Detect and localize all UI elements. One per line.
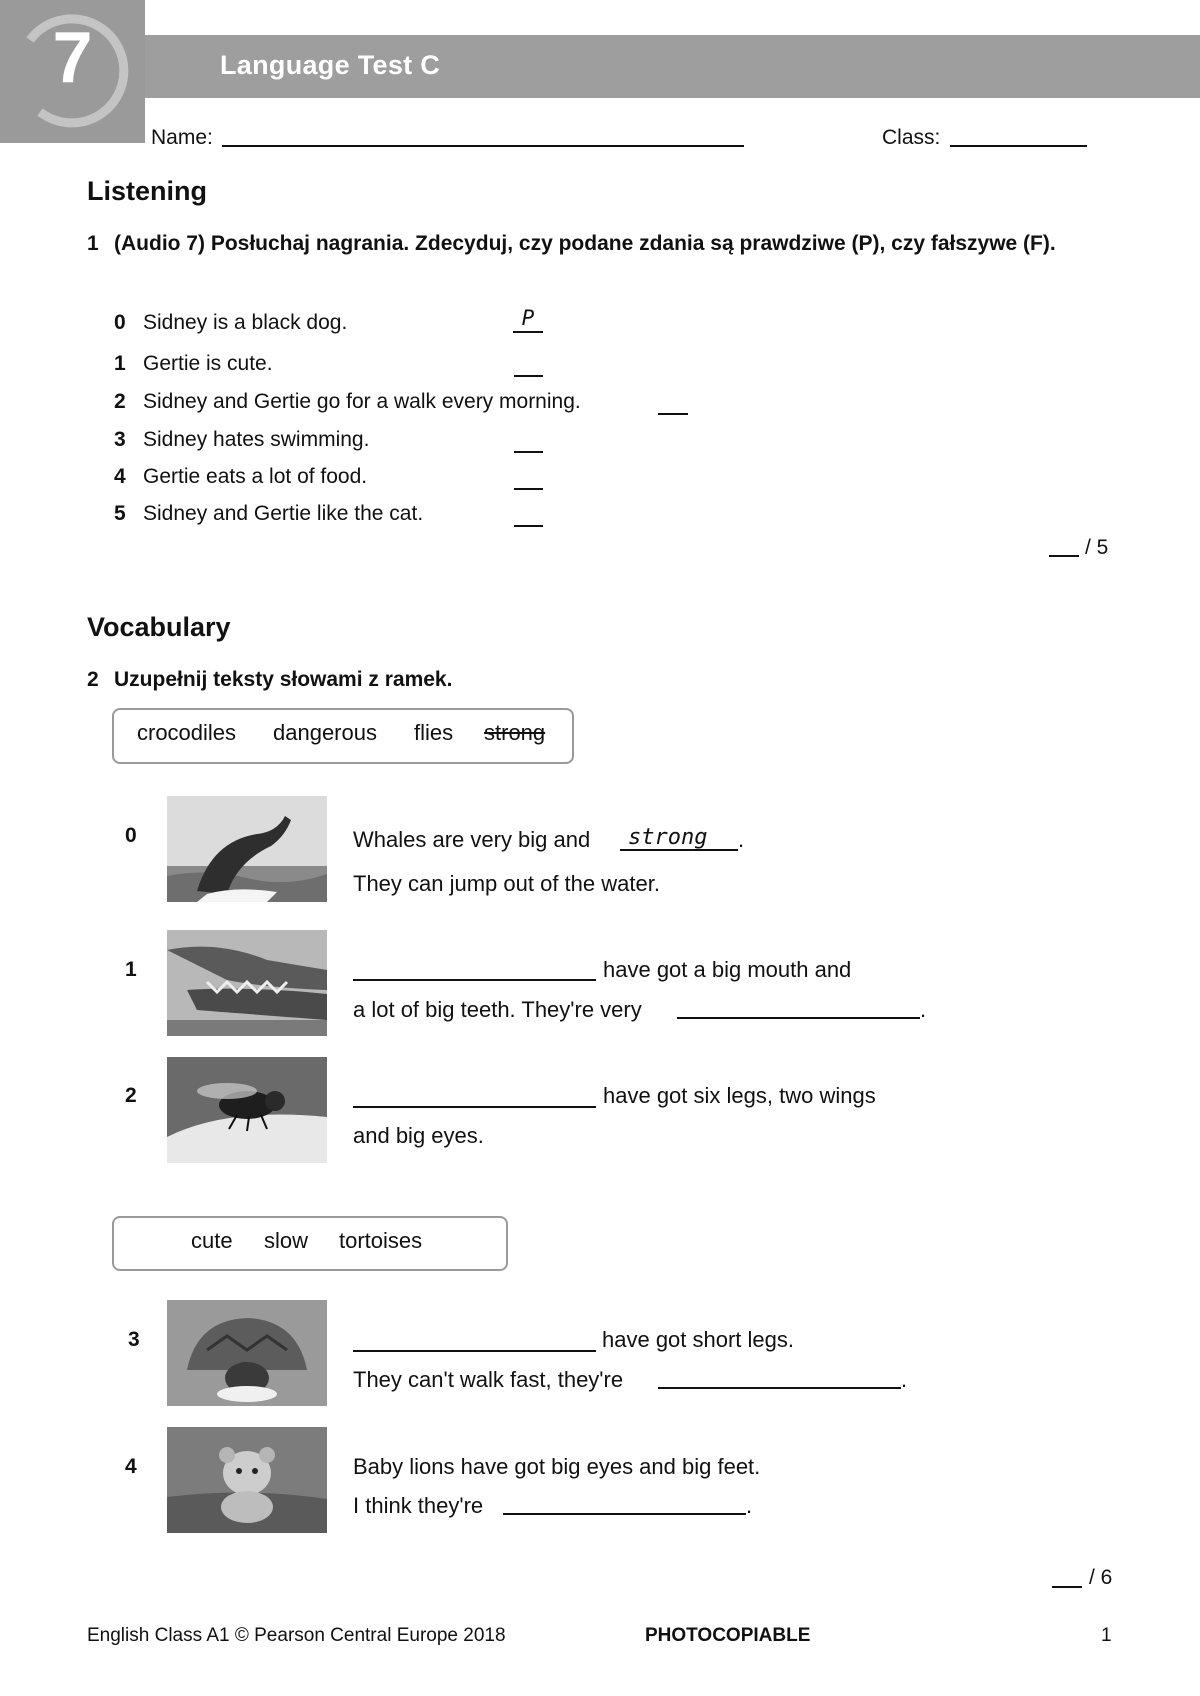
answer-field[interactable]: strong [620, 825, 738, 851]
sentence-text: . [738, 827, 745, 852]
sentence-text: They can jump out of the water. [353, 871, 660, 896]
answer-field[interactable] [514, 349, 543, 377]
page-number: 1 [1101, 1625, 1112, 1646]
word-box-2 [112, 1216, 508, 1271]
footer-copyright: English Class A1 © Pearson Central Europe 2018 [87, 1625, 506, 1646]
sentence-text: Baby lions have got big eyes and big feet. [353, 1454, 761, 1479]
sentence-text: have got short legs. [602, 1327, 795, 1352]
sentence-text: and big eyes. [353, 1123, 484, 1148]
vocabulary-heading: Vocabulary [87, 612, 231, 642]
statement-text: Sidney and Gertie go for a walk every morning. [143, 390, 581, 413]
answer-field[interactable] [353, 1350, 596, 1352]
vocab-item-number: 2 [125, 1084, 137, 1107]
item-number: 3 [114, 428, 126, 451]
item-number: 5 [114, 502, 126, 525]
crocodile-photo [167, 930, 327, 1036]
answer-field[interactable] [353, 1106, 596, 1108]
exercise-1-number: 1 [87, 232, 99, 255]
vocabulary-score-total: / 6 [1089, 1566, 1113, 1589]
sentence-text: Whales are very big and [353, 827, 591, 852]
sentence-text: I think they're [353, 1493, 484, 1518]
name-field[interactable] [222, 145, 744, 147]
statement-text: Gertie eats a lot of food. [143, 465, 368, 488]
whale-photo [167, 796, 327, 902]
word-option: flies [414, 720, 454, 745]
answer-field[interactable] [658, 387, 688, 415]
fly-photo [167, 1057, 327, 1163]
sentence-text: . [901, 1367, 908, 1392]
statement-text: Sidney and Gertie like the cat. [143, 502, 424, 525]
answer-field[interactable] [503, 1513, 746, 1515]
word-option: cute [191, 1228, 233, 1253]
vocab-item-number: 4 [125, 1455, 137, 1478]
footer-photocopiable: PHOTOCOPIABLE [645, 1625, 811, 1646]
item-number: 2 [114, 390, 126, 413]
vocab-item-number: 0 [125, 824, 137, 847]
word-box-1 [112, 708, 574, 764]
listening-heading: Listening [87, 176, 207, 206]
item-number: 1 [114, 352, 126, 375]
sentence-text: have got six legs, two wings [603, 1083, 876, 1108]
exercise-1-instruction: (Audio 7) Posłuchaj nagrania. Zdecyduj, czy podane zdania są prawdziwe (P), czy fałszywe (F). [114, 232, 1056, 255]
listening-score-total: / 5 [1085, 536, 1109, 559]
answer-field[interactable] [514, 425, 543, 453]
page-title: Language Test C [220, 50, 441, 80]
class-label: Class: [882, 126, 941, 149]
word-option: tortoises [339, 1228, 423, 1253]
vocabulary-score-field[interactable] [1052, 1586, 1082, 1588]
unit-badge [0, 0, 145, 143]
word-option: slow [264, 1228, 309, 1253]
sentence-text: have got a big mouth and [603, 957, 852, 982]
unit-number: 7 [52, 18, 93, 98]
answer-field[interactable] [353, 979, 596, 981]
statement-text: Sidney hates swimming. [143, 428, 370, 451]
tortoise-photo [167, 1300, 327, 1406]
item-number: 4 [114, 465, 126, 488]
word-option-used: strong [484, 720, 546, 745]
vocab-item-number: 1 [125, 958, 137, 981]
sentence-text: . [920, 997, 927, 1022]
lion-cub-photo [167, 1427, 327, 1533]
answer-field[interactable] [514, 499, 543, 527]
answer-field[interactable] [677, 1017, 920, 1019]
listening-score-field[interactable] [1049, 555, 1079, 557]
word-option: dangerous [273, 720, 377, 745]
answer-field[interactable] [658, 1387, 901, 1389]
statement-text: Sidney is a black dog. [143, 311, 348, 334]
vocab-item-number: 3 [128, 1328, 140, 1351]
statement-text: Gertie is cute. [143, 352, 273, 375]
sentence-text: a lot of big teeth. They're very [353, 997, 642, 1022]
answer-field[interactable] [514, 462, 543, 490]
class-field[interactable] [950, 145, 1087, 147]
name-label: Name: [151, 126, 213, 149]
sentence-text: They can't walk fast, they're [353, 1367, 624, 1392]
exercise-2-number: 2 [87, 668, 99, 691]
sentence-text: . [746, 1493, 753, 1518]
answer-field[interactable]: P [513, 305, 543, 333]
word-option: crocodiles [137, 720, 237, 745]
exercise-2-instruction: Uzupełnij teksty słowami z ramek. [114, 668, 453, 691]
item-number: 0 [114, 311, 126, 334]
